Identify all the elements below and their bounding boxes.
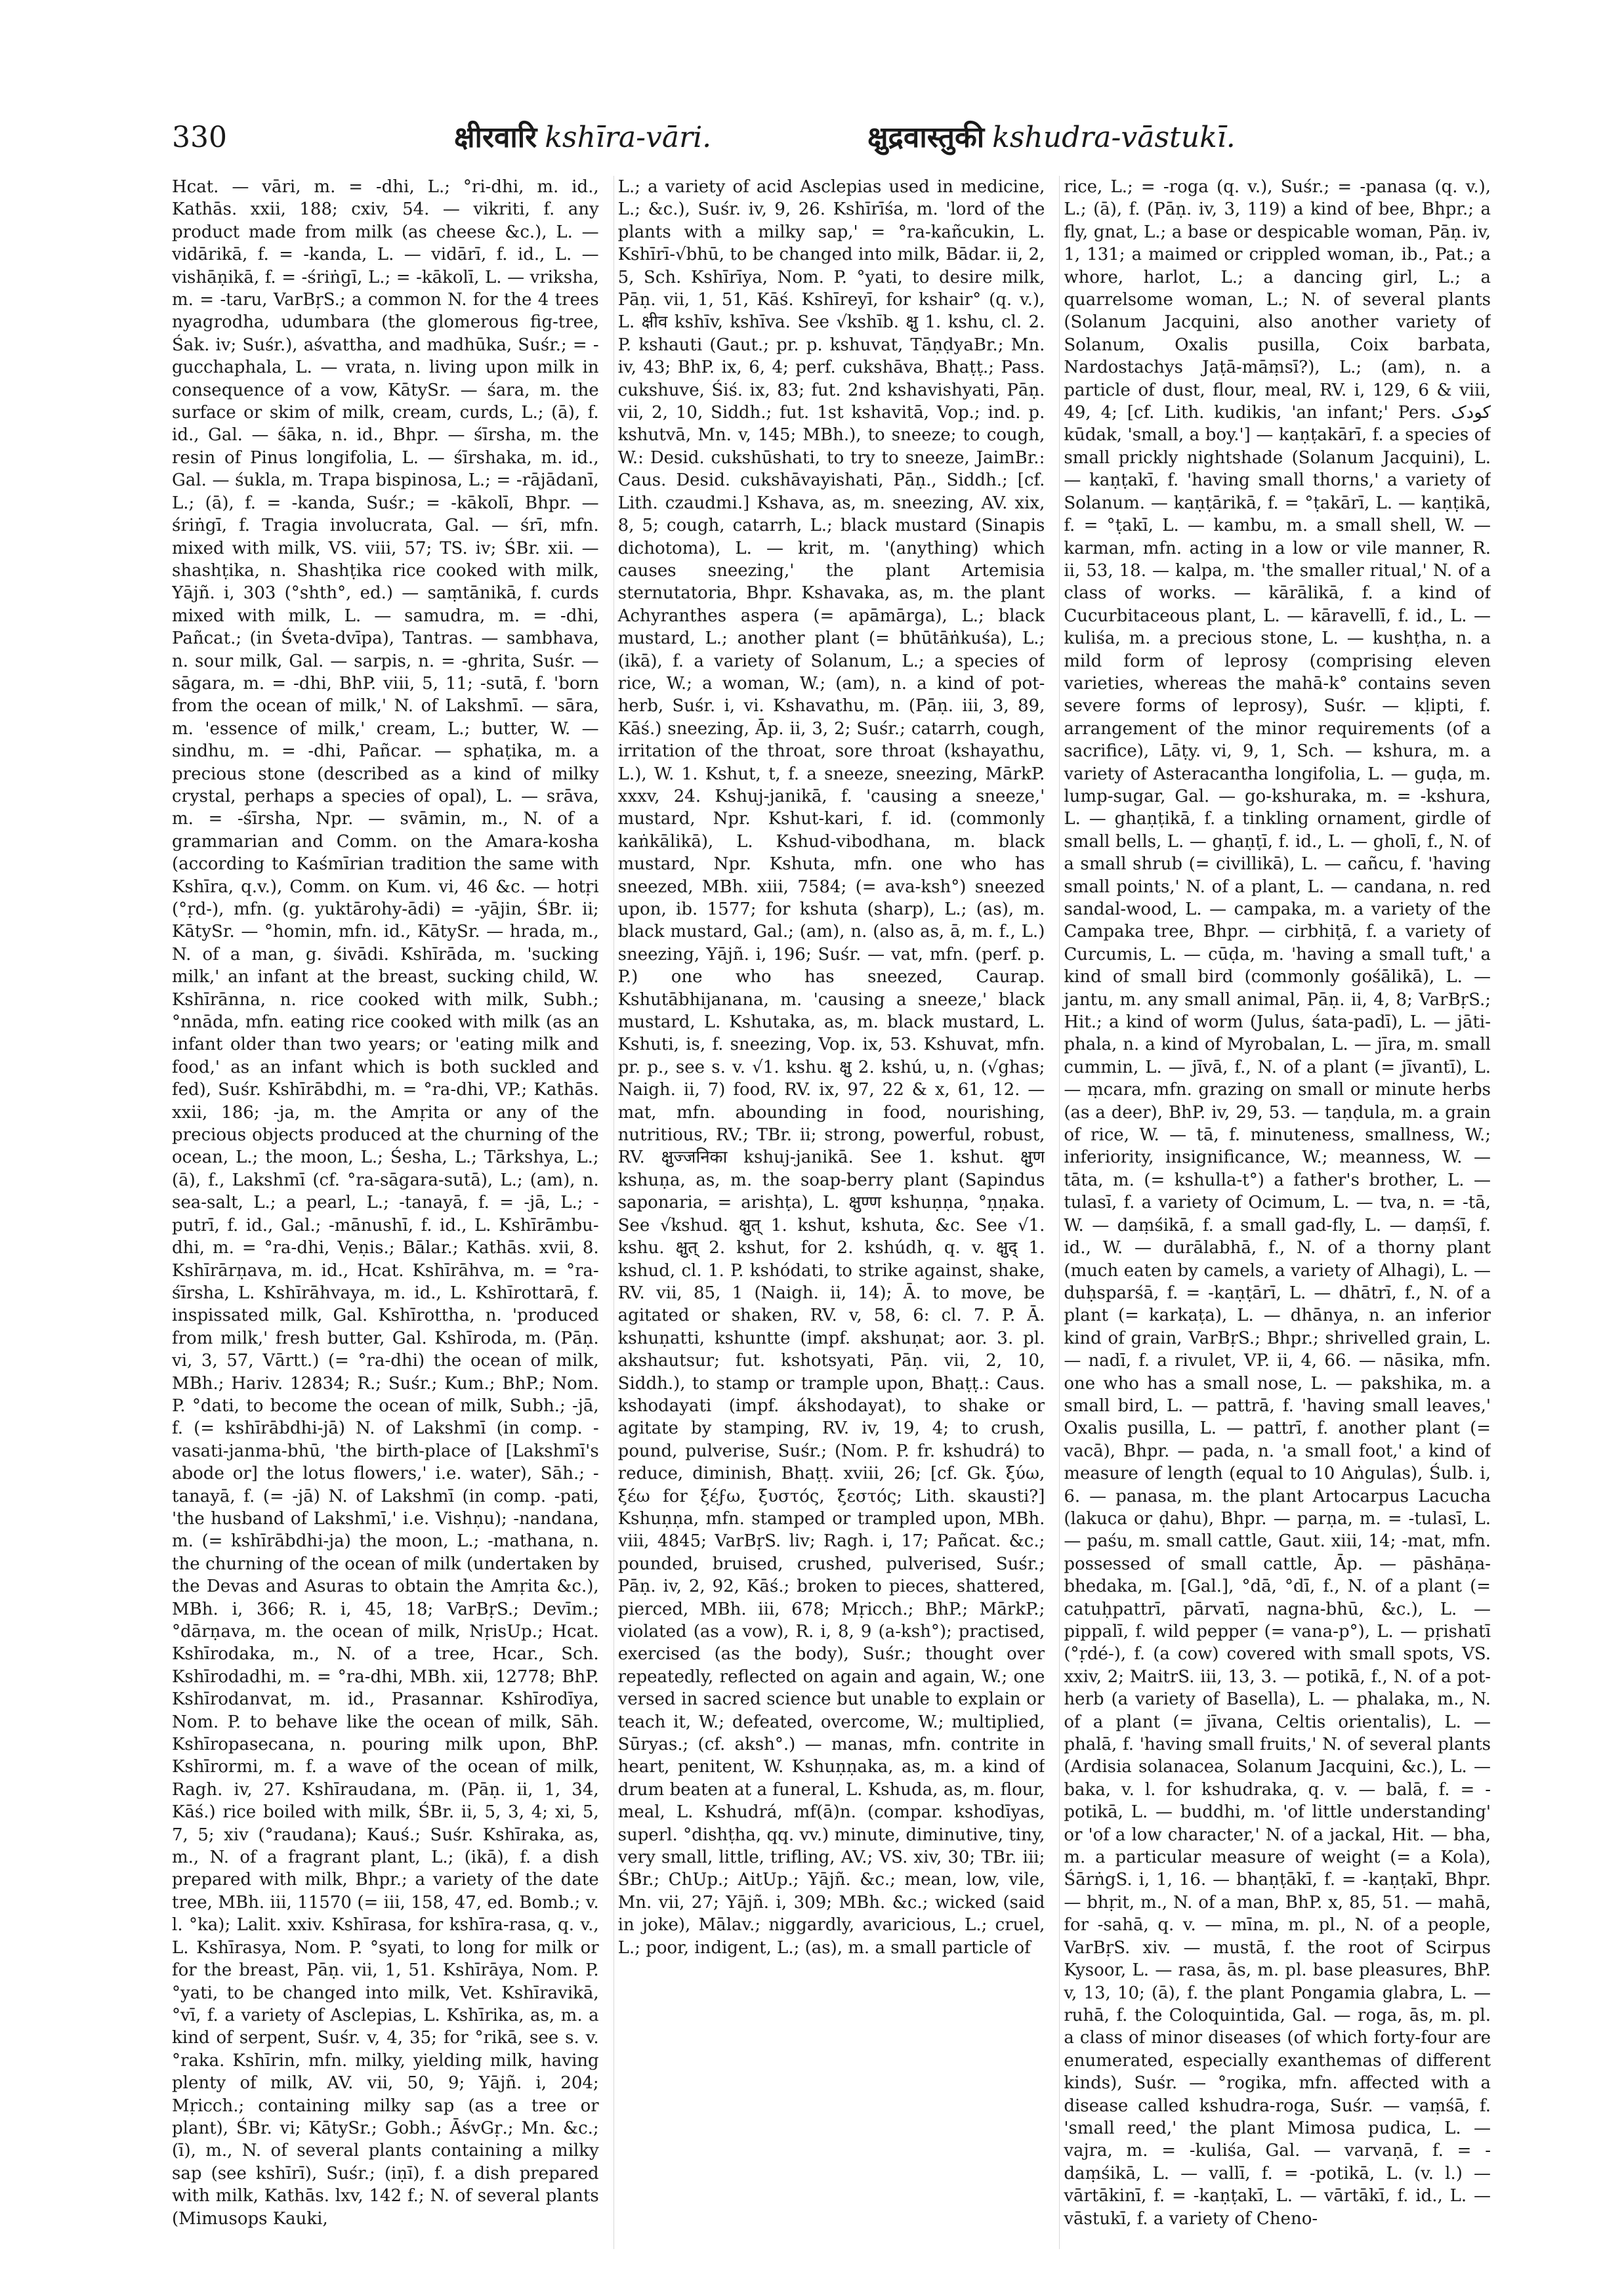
column-text: rice, L.; = -roga (q. v.), Suśr.; = -panasa (q. v.), L.; (ā), f. (Pāṇ. iv, 3, 119) a kind of bee, Bhpr.; a fly, gnat, L.; a base or despicable woman, Pāṇ. iv, 1, 131; a maimed or crippled woman, ib., Pat.; a whore, harlot, L.; a dancing girl, L.; a quarrelsome woman, L.; N. of several plants (Solanum Jacquini, also another variety of Solanum, Oxalis pusilla, Coix barbata, Nardostachys Jaṭā-māṃsī?), L.; (am), n. a particle of dust, flour, meal, RV. i, 129, 6 & viii, 49, 4; [cf. Lith. kudikis, 'an infant;' Pers. کودک kūdak, 'small, a boy.'] — kaṇṭakārī, f. a species of small prickly nightshade (Solanum Jacquini), L. — kaṇṭakī, f. 'having small thorns,' a variety of Solanum. — kaṇṭārikā, f. = °ṭakārī, L. — kaṇṭikā, f. = °ṭakī, L. — kambu, m. a small shell, W. — karman, mfn. acting in a low or vile manner, R. ii, 53, 18. — kalpa, m. 'the smaller ritual,' N. of a class of works. — kārālikā, f. a kind of Cucurbitaceous plant, L. — kāravellī, f. id., L. — kuliśa, m. a precious stone, L. — kushṭha, n. a mild form of leprosy (comprising eleven varieties, whereas the mahā-k° contains seven severe forms of leprosy), Suśr. — kḷipti, f. arrangement of the minor requirements (of a sacrifice), Lāṭy. vi, 9, 1, Sch. — kshura, m. a variety of Asteracantha longifolia, L. — guḍa, m. lump-sugar, Gal. — go-kshuraka, m. = -kshura, L. — ghaṇṭikā, f. a tinkling ornament, girdle of small bells, L. — ghaṇṭī, f. id., L. — gholī, f., N. of a small shrub (= civillikā), L. — cañcu, f. 'having small points,' N. of a plant, L. — candana, n. red sandal-wood, L. — campaka, m. a variety of the Campaka tree, Bhpr. — cirbhiṭā, f. a variety of Curcumis, L. — cūḍa, m. 'having a small tuft,' a kind of small bird (commonly gośālikā), L. — jantu, m. any small animal, Pāṇ. ii, 4, 8; VarBṛS.; Hit.; a kind of worm (Julus, śata-padī), L. — jāti-phala, n. a kind of Myrobalan, L. — jīra, m. small cummin, L. — jīvā, f., N. of a plant (= jīvantī), L. — ṃcara, mfn. grazing on small or minute herbs (as a deer), BhP. iv, 29, 53. — taṇḍula, m. a grain of rice, W. — tā, f. minuteness, smallness, W.; inferiority, insignificance, W.; meanness, W. — tāta, m. (= kshulla-t°) a father's brother, L. — tulasī, f. a variety of Ocimum, L. — tva, n. = -tā, W. — daṃśikā, f. a small gad-fly, L. — daṃśī, f. id., W. — durālabhā, f., N. of a thorny plant (much eaten by camels, a variety of Alhagi), L. — duḥsparśā, f. = -kaṇṭārī, L. — dhātrī, f., N. of a plant (= karkaṭa), L. — dhānya, n. an inferior kind of grain, VarBṛS.; Bhpr.; shrivelled grain, L. — nadī, f. a rivulet, VP. ii, 4, 66. — nāsika, mfn. one who has a small nose, L. — pakshika, m. a small bird, L. — pattrā, f. 'having small leaves,' Oxalis pusilla, L. — pattrī, f. another plant (= vacā), Bhpr. — pada, n. 'a small foot,' a kind of measure of length (equal to 10 Aṅgulas), Śulb. i, 6. — panasa, m. the plant Artocarpus Lacucha (lakuca or ḍahu), Bhpr. — parṇa, m. = -tulasī, L. — paśu, m. small cattle, Gaut. xiii, 14; -mat, mfn. possessed of small cattle, Āp. — pāshāṇa-bhedaka, m. [Gal.], °dā, °dī, f., N. of a plant (= catuḥpattrī, pārvatī, nagna-bhū, &c.), L. — pippalī, f. wild pepper (= vana-p°), L. — pṛishatī (°ṛdé-), f. (a cow) covered with small spots, VS. xxiv, 2; MaitrS. iii, 13, 3. — potikā, f., N. of a pot-herb (a variety of Basella), L. — phalaka, m., N. of a plant (= jīvana, Celtis orientalis), L. — phalā, f. 'having small fruits,' N. of several plants (Ardisia solanacea, Solanum Jacquini, &c.), L. — baka, v. l. for kshudraka, q. v. — balā, f. = -potikā, L. — buddhi, m. 'of little understanding' or 'of a low character,' N. of a jackal, Hit. — bha, m. a particular measure of weight (= a Kola), ŚārṅgS. i, 1, 16. — bhaṇṭākī, f. = -kaṇṭakī, Bhpr. — bhṛit, m., N. of a man, BhP. x, 85, 51. — mahā, for -sahā, q. v. — mīna, m. pl., N. of a people, VarBṛS. xiv. — mustā, f. the root of Scirpus Kysoor, L. — rasa, ās, m. pl. base pleasures, BhP. v, 13, 10; (ā), f. the plant Pongamia glabra, L. — ruhā, f. the Coloquintida, Gal. — roga, ās, m. pl. a class of minor diseases (of which forty-four are enumerated, especially exanthemas of different kinds), Suśr. — °rogika, mfn. affected with a disease called kshudra-roga, Suśr. — vaṃśā, f. 'small reed,' the plant Mimosa pudica, L. — vajra, m. = -kuliśa, Gal. — varvaṇā, f. = -daṃśikā, L. — vallī, f. = -potikā, L. (v. l.) — vārtākinī, f. = -kaṇṭakī, L. — vārtākī, f. id., L. — vāstukī, f. a variety of Cheno- <box>1064 177 1491 2229</box>
left-running-head <box>454 112 711 164</box>
left-head-translit: kshīra-vāri. <box>545 121 712 154</box>
column-text: Hcat. — vāri, m. = -dhi, L.; °ri-dhi, m. id., Kathās. xxii, 188; cxiv, 54. — vikriti, f. any product made from milk (as cheese &c.), L. — vidārikā, f. = -kanda, L. — vidārī, f. id., L. — vishāṇikā, f. = -śriṅgī, L.; = -kākolī, L. — vriksha, m. = -taru, VarBṛS.; a common N. for the 4 trees nyagrodha, udumbara (the glomerous fig-tree, Śak. iv; Suśr.), aśvattha, and madhūka, Suśr.; = -gucchaphala, L. — vrata, n. living upon milk in consequence of a vow, KātySr. — śara, m. the surface or skim of milk, cream, curds, L.; (ā), f. id., Gal. — śāka, n. id., Bhpr. — śīrsha, m. the resin of Pinus longifolia, L. — śīrshaka, m. id., Gal. — śukla, m. Trapa bispinosa, L.; = -rājādanī, L.; (ā), f. = -kanda, Suśr.; = -kākolī, Bhpr. — śriṅgī, f. Tragia involucrata, Gal. — śrī, mfn. mixed with milk, VS. viii, 57; TS. iv; ŚBr. xii. — shashṭika, n. Shashṭika rice cooked with milk, Yājñ. i, 303 (°shth°, ed.) — saṃtānikā, f. curds mixed with milk, L. — samudra, m. = -dhi, Pañcat.; (in Śveta-dvīpa), Tantras. — sambhava, n. sour milk, Gal. — sarpis, n. = -ghrita, Suśr. — sāgara, m. = -dhi, BhP. viii, 5, 11; -sutā, f. 'born from the ocean of milk,' N. of Lakshmī. — sāra, m. 'essence of milk,' cream, L.; butter, W. — sindhu, m. = -dhi, Pañcar. — sphaṭika, m. a precious stone (described as a kind of milky crystal, perhaps a species of opal), L. — srāva, m. = -śīrsha, Npr. — svāmin, m., N. of a grammarian and Comm. on the Amara-kosha (according to Kaśmīrian tradition the same with Kshīra, q.v.), Comm. on Kum. vi, 46 &c. — hotṛi (°ṛd-), mfn. (g. yuktārohy-ādi) = -yājin, ŚBr. ii; KātySr. — °homin, mfn. id., KātySr. — hrada, m., N. of a man, g. śivādi. Kshīrāda, m. 'sucking milk,' an infant at the breast, sucking child, W. Kshīrānna, n. rice cooked with milk, Subh.; °nnāda, mfn. eating rice cooked with milk (as an infant older than two years; or 'eating milk and food,' as an infant which is both suckled and fed), Suśr. Kshīrābdhi, m. = °ra-dhi, VP.; Kathās. xxii, 186; -ja, m. the Amṛita or any of the precious objects produced at the churning of the ocean, L.; the moon, L.; Śesha, L.; Tārkshya, L.; (ā), f., Lakshmī (cf. °ra-sāgara-sutā), L.; (am), n. sea-salt, L.; a pearl, L.; -tanayā, f. = -jā, L.; -putrī, f. id., Gal.; -mānushī, f. id., L. Kshīrāmbu-dhi, m. = °ra-dhi, Veṇis.; Bālar.; Kathās. xvii, 8. Kshīrārṇava, m. id., Hcat. Kshīrāhva, m. = °ra-śīrsha, L. Kshīrāhvaya, m. id., L. Kshīrottarā, f. inspissated milk, Gal. Kshīrottha, n. 'produced from milk,' fresh butter, Gal. Kshīroda, m. (Pāṇ. vi, 3, 57, Vārtt.) (= °ra-dhi) the ocean of milk, MBh.; Hariv. 12834; R.; Suśr.; Kum.; BhP.; Nom. P. °dati, to become the ocean of milk, Subh.; -jā, f. (= kshīrābdhi-jā) N. of Lakshmī (in comp. -vasati-janma-bhū, 'the birth-place of [Lakshmī's abode or] the lotus flowers,' i.e. water), Sāh.; -tanayā, f. (= -jā) N. of Lakshmī (in comp. -pati, 'the husband of Lakshmī,' i.e. Vishṇu); -nandana, m. (= kshīrābdhi-ja) the moon, L.; -mathana, n. the churning of the ocean of milk (undertaken by the Devas and Asuras to obtain the Amṛita &c.), MBh. i, 366; R. i, 45, 18; VarBṛS.; Devīm.; °dārṇava, m. the ocean of milk, NṛisUp.; Hcat. Kshīrodaka, m., N. of a tree, Hcar., Sch. Kshīrodadhi, m. = °ra-dhi, MBh. xii, 12778; BhP. Kshīrodanvat, m. id., Prasannar. Kshīrodīya, Nom. P. to behave like the ocean of milk, Sāh. Kshīropasecana, n. pouring milk upon, BhP. Kshīrormi, m. f. a wave of the ocean of milk, Ragh. iv, 27. Kshīraudana, m. (Pāṇ. ii, 1, 34, Kāś.) rice boiled with milk, ŚBr. ii, 5, 3, 4; xi, 5, 7, 5; xiv (°raudana); Kauś.; Suśr. Kshīraka, as, m., N. of a fragrant plant, L.; (ikā), f. a dish prepared with milk, Bhpr.; a variety of the date tree, MBh. iii, 11570 (= iii, 158, 47, ed. Bomb.; v. l. °ka); Lalit. xxiv. Kshīrasa, for kshīra-rasa, q. v., L. Kshīrasya, Nom. P. °syati, to long for milk or for the breast, Pāṇ. vii, 1, 51. Kshīrāya, Nom. P. °yati, to be changed into milk, Vet. Kshīravikā, °vī, f. a variety of Asclepias, L. Kshīrika, as, m. a kind of serpent, Suśr. v, 4, 35; for °rikā, see s. v. °raka. Kshīrin, mfn. milky, yielding milk, having plenty of milk, AV. vii, 50, 9; Yājñ. i, 204; Mṛicch.; containing milky sap (as a tree or plant), ŚBr. vi; KātySr.; Gobh.; ĀśvGṛ.; Mn. &c.; (ī), m., N. of several plants containing a milky sap (see kshīrī), Suśr.; (iṇī), f. a dish prepared with milk, Kathās. lxv, 142 f.; N. of several plants (Mimusops Kauki, <box>172 177 599 2229</box>
right-head-translit: kshudra-vāstukī. <box>992 121 1236 154</box>
page-header <box>172 112 1491 164</box>
right-head-devanagari: क्षुद्रवास्तुकी <box>867 121 985 154</box>
page-number: 330 <box>172 121 227 154</box>
column-left <box>172 176 599 2249</box>
column-text: L.; a variety of acid Asclepias used in medicine, L.; &c.), Suśr. iv, 9, 26. Kshīrīśa, m. 'lord of the plants with a milky sap,' = °ra-kañcukin, L. Kshīrī-√bhū, to be changed into milk, Bādar. ii, 2, 5, Sch. Kshīrīya, Nom. P. °yati, to desire milk, Pāṇ. vii, 1, 51, Kāś. Kshīreyī, for kshair° (q. v.), L. क्षीव kshīv, kshīva. See √kshīb. क्षु 1. kshu, cl. 2. P. kshauti (Gaut.; pr. p. kshuvat, TāṇḍyaBr.; Mn. iv, 43; BhP. ix, 6, 4; perf. cukshāva, Bhaṭṭ.; Pass. cukshuve, Śiś. ix, 83; fut. 2nd kshavishyati, Pāṇ. vii, 2, 10, Siddh.; fut. 1st kshavitā, Vop.; ind. p. kshutvā, Mn. v, 145; MBh.), to sneeze; to cough, W.: Desid. cukshūshati, to try to sneeze, JaimBr.: Caus. Desid. cukshāvayishati, Pāṇ., Siddh.; [cf. Lith. czaudmi.] Kshava, as, m. sneezing, AV. xix, 8, 5; cough, catarrh, L.; black mustard (Sinapis dichotoma), L. — krit, m. '(anything) which causes sneezing,' the plant Artemisia sternutatoria, Bhpr. Kshavaka, as, m. the plant Achyranthes aspera (= apāmārga), L.; black mustard, L.; another plant (= bhūtāṅkuśa), L.; (ikā), f. a variety of Solanum, L.; a species of rice, W.; a woman, W.; (am), n. a kind of pot-herb, Suśr. i, vi. Kshavathu, m. (Pāṇ. iii, 3, 89, Kāś.) sneezing, Āp. ii, 3, 2; Suśr.; catarrh, cough, irritation of the throat, sore throat (kshayathu, L.), W. 1. Kshut, t, f. a sneeze, sneezing, MārkP. xxxv, 24. Kshuj-janikā, f. 'causing a sneeze,' mustard, Npr. Kshut-kari, f. id. (commonly kaṅkālikā), L. Kshud-vibodhana, m. black mustard, Npr. Kshuta, mfn. one who has sneezed, MBh. xiii, 7584; (= ava-ksh°) sneezed upon, ib. 1577; for kshuta (sharp), L.; (as), m. black mustard, Gal.; (am), n. (also as, ā, m. f., L.) sneezing, Yājñ. i, 196; Suśr. — vat, mfn. (perf. p. P.) one who has sneezed, Caurap. Kshutābhijanana, m. 'causing a sneeze,' black mustard, L. Kshutaka, as, m. black mustard, L. Kshuti, is, f. sneezing, Vop. ix, 53. Kshuvat, mfn. pr. p., see s. v. √1. kshu. क्षु 2. kshú, u, n. (√ghas; Naigh. ii, 7) food, RV. ix, 97, 22 & x, 61, 12. — mat, mfn. abounding in food, nourishing, nutritious, RV.; TBr. ii; strong, powerful, robust, RV. क्षुज्जनिका kshuj-janikā. See 1. kshut. क्षुण kshuṇa, as, m. the soap-berry plant (Sapindus saponaria, = arishṭa), L. क्षुण्ण kshuṇṇa, °ṇṇaka. See √kshud. क्षुत् 1. kshut, kshuta, &c. See √1. kshu. क्षुत् 2. kshut, for 2. kshúdh, q. v. क्षुद् 1. kshud, cl. 1. P. kshódati, to strike against, shake, RV. vii, 85, 1 (Naigh. ii, 14); Ā. to move, be agitated or shaken, RV. v, 58, 6: cl. 7. P. Ā. kshuṇatti, kshuntte (impf. akshuṇat; aor. 3. pl. akshautsur; fut. kshotsyati, Pāṇ. vii, 2, 10, Siddh.), to stamp or trample upon, Bhaṭṭ.: Caus. kshodayati (impf. ákshodayat), to shake or agitate by stamping, RV. iv, 19, 4; to crush, pound, pulverise, Suśr.; (Nom. P. fr. kshudrá) to reduce, diminish, Bhaṭṭ. xviii, 26; [cf. Gk. ξύω, ξέω for ξέϝω, ξυστός, ξεστός; Lith. skausti?] Kshuṇṇa, mfn. stamped or trampled upon, MBh. viii, 4845; VarBṛS. liv; Ragh. i, 17; Pañcat. &c.; pounded, bruised, crushed, pulverised, Suśr.; Pāṇ. iv, 2, 92, Kāś.; broken to pieces, shattered, pierced, MBh. iii, 678; Mṛicch.; BhP.; MārkP.; violated (as a vow), R. i, 8, 9 (a-ksh°); practised, exercised (as the body), Suśr.; thought over repeatedly, reflected on again and again, W.; one versed in sacred science but unable to explain or teach it, W.; defeated, overcome, W.; multiplied, Sūryas.; (cf. aksh°.) — manas, mfn. contrite in heart, penitent, W. Kshuṇṇaka, as, m. a kind of drum beaten at a funeral, L. Kshuda, as, m. flour, meal, L. Kshudrá, mf(ā)n. (compar. kshodīyas, superl. °dishṭha, qq. vv.) minute, diminutive, tiny, very small, little, trifling, AV.; VS. xiv, 30; TBr. iii; ŚBr.; ChUp.; AitUp.; Yājñ. &c.; mean, low, vile, Mn. vii, 27; Yājñ. i, 309; MBh. &c.; wicked (said in joke), Mālav.; niggardly, avaricious, L.; cruel, L.; poor, indigent, L.; (as), m. a small particle of <box>617 177 1045 1958</box>
column-right <box>1059 176 1491 2249</box>
left-head-devanagari: क्षीरवारि <box>454 121 537 154</box>
right-running-head <box>867 112 1236 164</box>
column-middle <box>614 176 1045 2249</box>
dictionary-columns <box>172 176 1491 2249</box>
